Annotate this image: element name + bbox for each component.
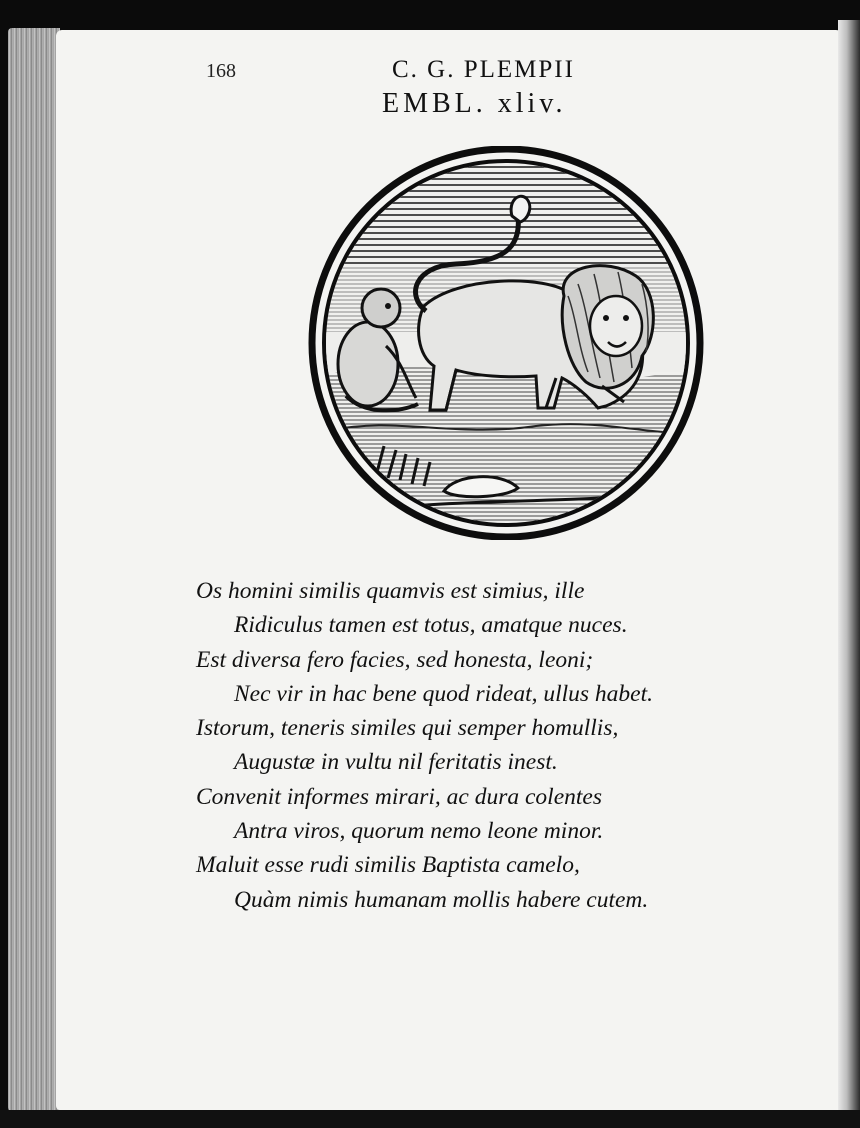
poem-line: Antra viros, quorum nemo leone minor.	[234, 818, 604, 845]
poem-line: Os homini similis quamvis est simius, ille	[196, 578, 585, 604]
poem-line: Convenit informes mirari, ac dura colentes	[196, 783, 602, 810]
poem-line: Nec vir in hac bene quod rideat, ullus habet.	[234, 680, 654, 707]
emblem-poem	[196, 574, 796, 917]
poem-line: Quàm nimis humanam mollis habere cutem.	[234, 886, 649, 913]
poem-line: Est diversa fero facies, sed honesta, leoni;	[196, 646, 594, 673]
running-head: C. G. PLEMPII	[392, 56, 575, 83]
page-number: 168	[206, 60, 236, 82]
ape-and-lion-woodcut-icon	[306, 146, 706, 540]
page-edges	[8, 28, 60, 1113]
facing-page-edge	[838, 20, 860, 1120]
poem-line: Istorum, teneris similes qui semper homullis,	[196, 715, 619, 742]
scan-shadow	[0, 1110, 860, 1128]
poem-line: Ridiculus tamen est totus, amatque nuces.	[234, 612, 628, 639]
poem-line: Maluit esse rudi similis Baptista camelo,	[196, 852, 580, 879]
poem-line: Augustæ in vultu nil feritatis inest.	[234, 749, 558, 776]
emblem-title: EMBL. xliv.	[382, 88, 567, 119]
